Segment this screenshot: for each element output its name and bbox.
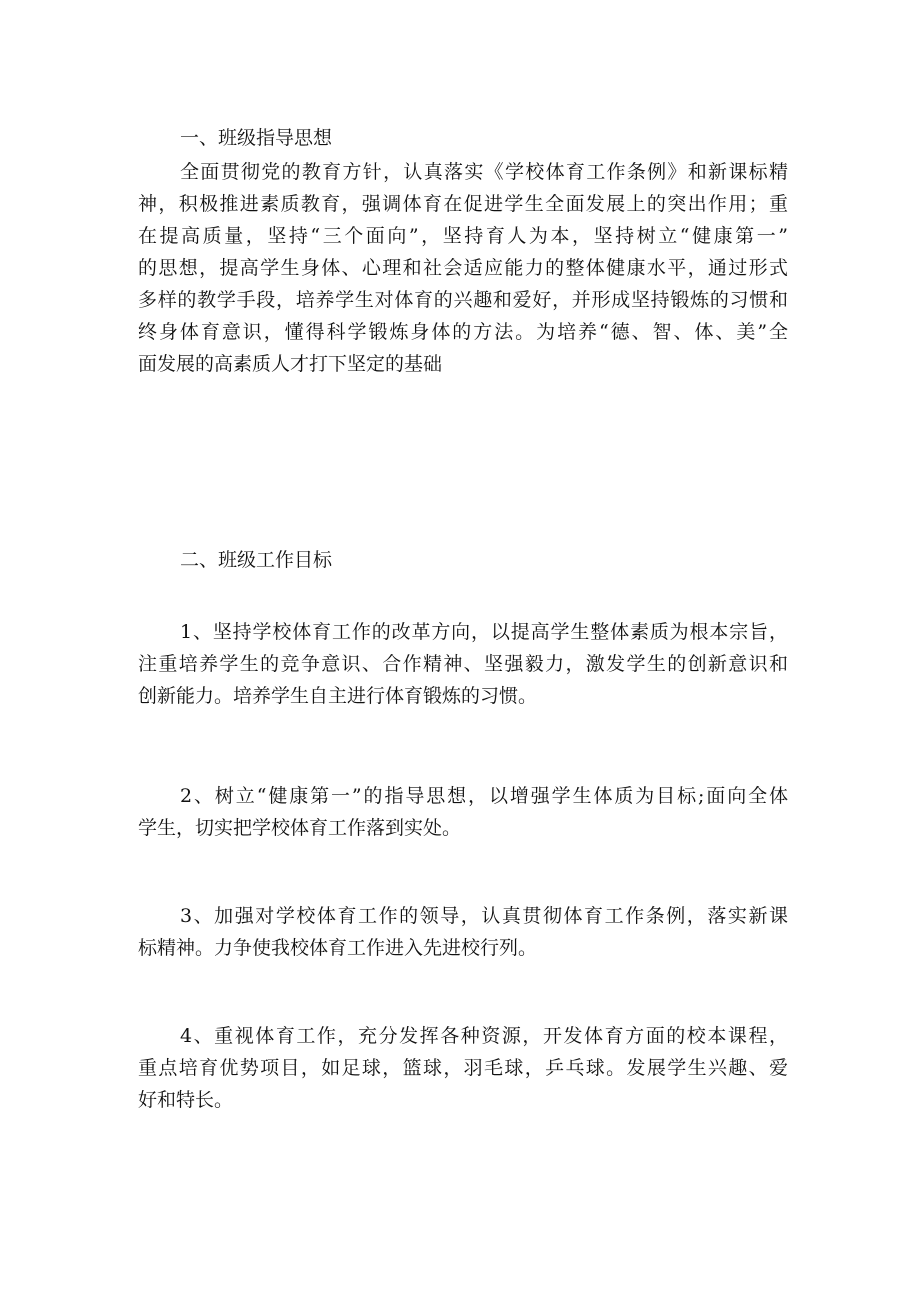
paragraph-line: 重点培育优势项目，如足球，篮球，羽毛球，乒乓球。发展学生兴趣、爱 xyxy=(138,1057,788,1079)
paragraph-line: 1、坚持学校体育工作的改革方向，以提高学生整体素质为根本宗旨， xyxy=(180,621,788,643)
goal-item-3 xyxy=(138,900,788,964)
paragraph-line: 好和特长。 xyxy=(138,1089,234,1111)
paragraph-line: 多样的教学手段，培养学生对体育的兴趣和爱好，并形成坚持锻炼的习惯和 xyxy=(138,289,788,311)
paragraph-line: 注重培养学生的竞争意识、合作精神、坚强毅力，激发学生的创新意识和 xyxy=(138,653,788,675)
goal-item-1 xyxy=(138,616,788,712)
paragraph-line: 3、加强对学校体育工作的领导，认真贯彻体育工作条例，落实新课 xyxy=(180,905,788,927)
paragraph-line: 4、重视体育工作，充分发挥各种资源，开发体育方面的校本课程， xyxy=(180,1025,788,1047)
goal-item-2 xyxy=(138,780,788,844)
paragraph-guiding-ideology xyxy=(138,156,788,380)
paragraph-line: 的思想，提高学生身体、心理和社会适应能力的整体健康水平，通过形式 xyxy=(138,257,788,279)
section-heading-guiding-ideology: 一、班级指导思想 xyxy=(180,127,333,149)
paragraph-line: 学生，切实把学校体育工作落到实处。 xyxy=(138,817,462,839)
paragraph-line: 终身体育意识，懂得科学锻炼身体的方法。为培养“德、智、体、美”全 xyxy=(138,321,788,343)
paragraph-line: 标精神。力争使我校体育工作进入先进校行列。 xyxy=(138,937,538,959)
paragraph-line: 创新能力。培养学生自主进行体育锻炼的习惯。 xyxy=(138,685,538,707)
paragraph-line: 2、树立“健康第一”的指导思想，以增强学生体质为目标;面向全体 xyxy=(180,785,788,807)
paragraph-line: 神，积极推进素质教育，强调体育在促进学生全面发展上的突出作用；重 xyxy=(138,193,788,215)
paragraph-line: 面发展的高素质人才打下坚定的基础 xyxy=(138,353,443,375)
paragraph-line: 全面贯彻党的教育方针，认真落实《学校体育工作条例》和新课标精 xyxy=(180,161,788,183)
paragraph-line: 在提高质量，坚持“三个面向”，坚持育人为本，坚持树立“健康第一” xyxy=(138,225,788,247)
section-heading-work-goals: 二、班级工作目标 xyxy=(180,549,333,571)
goal-item-4 xyxy=(138,1020,788,1116)
